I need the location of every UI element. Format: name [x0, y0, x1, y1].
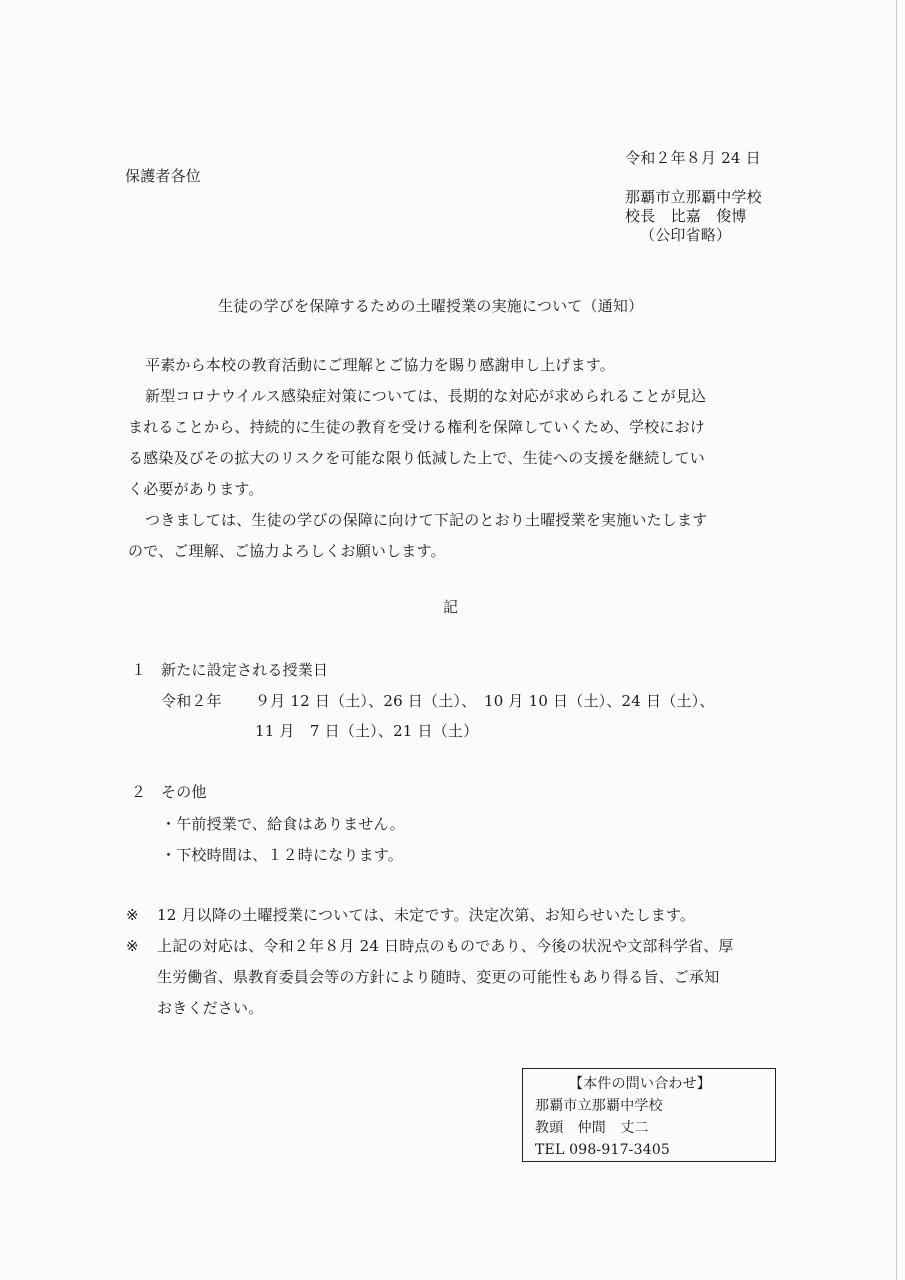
body-paragraph-2-line-1: 新型コロナウイルス感染症対策については、長期的な対応が求められることが見込 — [145, 387, 707, 405]
contact-tel: TEL 098-917-3405 — [535, 1142, 671, 1158]
contact-box — [522, 1068, 776, 1162]
contact-heading: 【本件の問い合わせ】 — [569, 1076, 711, 1092]
section-2-heading: その他 — [161, 783, 207, 801]
contact-school: 那覇市立那覇中学校 — [535, 1098, 663, 1114]
note-2-line-3: おきください。 — [157, 999, 264, 1017]
contact-person: 教頭 仲間 丈二 — [535, 1120, 649, 1136]
recipient: 保護者各位 — [125, 167, 202, 185]
note-1-mark: ※ — [126, 906, 139, 924]
body-paragraph-1: 平素から本校の教育活動にご理解とご協力を賜り感謝申し上げます。 — [145, 356, 616, 374]
section-2-number: ２ — [131, 783, 147, 801]
body-paragraph-2-line-3: る感染及びその拡大のリスクを可能な限り低減した上で、生徒への支援を継続してい — [128, 449, 706, 467]
document-title: 生徒の学びを保障するための土曜授業の実施について（通知） — [218, 297, 644, 315]
section-1-dates-line-1: ９月 12 日（土）、26 日（土）、 10 月 10 日（土）、24 日（土）、 — [255, 692, 715, 710]
ki-heading: 記 — [443, 598, 459, 616]
body-paragraph-3-line-1: つきましては、生徒の学びの保障に向けて下記のとおり土曜授業を実施いたします — [145, 511, 708, 529]
section-1-number: １ — [131, 661, 147, 679]
document-date: 令和２年８月 24 日 — [625, 149, 761, 167]
sender-school: 那覇市立那覇中学校 — [625, 188, 762, 206]
note-1: 12 月以降の土曜授業については、未定です。決定次第、お知らせいたします。 — [157, 906, 696, 924]
section-2-item-1: ・午前授業で、給食はありません。 — [161, 815, 405, 833]
note-2-line-2: 生労働省、県教育委員会等の方針により随時、変更の可能性もあり得る旨、ご承知 — [157, 968, 720, 986]
note-2-mark: ※ — [126, 937, 139, 955]
seal-note: （公印省略） — [640, 226, 732, 244]
sender-principal: 校長 比嘉 俊博 — [625, 207, 747, 225]
page-edge-line — [896, 0, 897, 1280]
section-2-item-2: ・下校時間は、１２時になります。 — [161, 846, 404, 864]
body-paragraph-2-line-4: く必要があります。 — [128, 480, 264, 498]
body-paragraph-3-line-2: ので、ご理解、ご協力よろしくお願いします。 — [128, 542, 446, 560]
note-2-line-1: 上記の対応は、令和２年８月 24 日時点のものであり、今後の状況や文部科学省、厚 — [157, 937, 734, 955]
section-1-dates-line-2: 11 月 7 日（土）、21 日（土） — [255, 722, 479, 740]
section-1-year: 令和２年 — [161, 692, 222, 710]
body-paragraph-2-line-2: まれることから、持続的に生徒の教育を受ける権利を保障していくため、学校におけ — [128, 418, 706, 436]
section-1-heading: 新たに設定される授業日 — [161, 661, 329, 679]
